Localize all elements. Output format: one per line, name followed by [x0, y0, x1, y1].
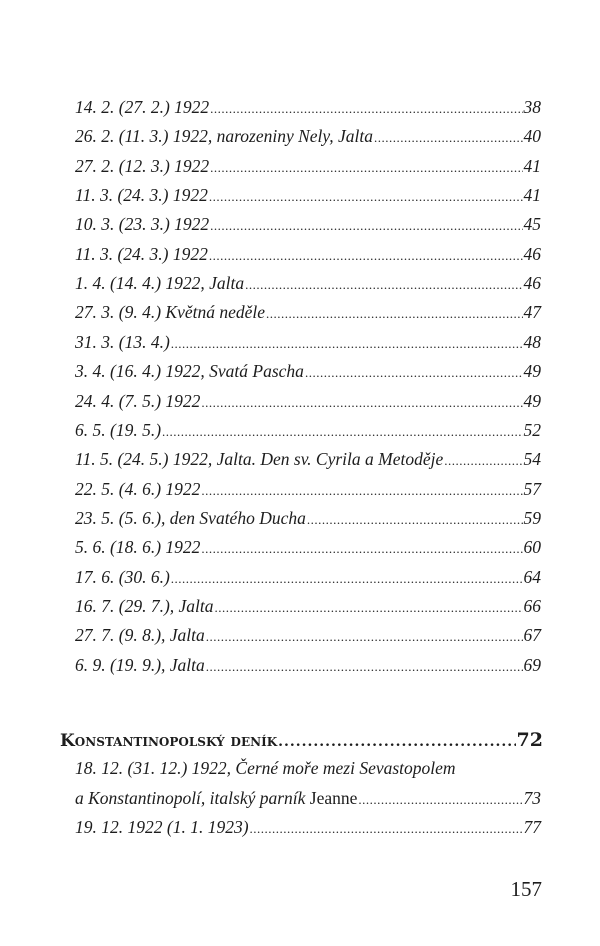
- entry-title: 27. 3. (9. 4.) Květná neděle: [75, 302, 266, 323]
- toc-entry: [75, 360, 541, 384]
- toc-entry: [75, 654, 541, 678]
- entry-page: 46: [523, 273, 541, 294]
- toc-entry: [75, 331, 541, 355]
- dot-leader: [210, 155, 522, 179]
- dot-leader: [210, 96, 522, 120]
- entry-title: 10. 3. (23. 3.) 1922: [75, 214, 210, 235]
- entry-title: 3. 4. (16. 4.) 1922, Svatá Pascha: [75, 361, 304, 382]
- entry-title: 11. 5. (24. 5.) 1922, Jalta. Den sv. Cyrila a Metoděje: [75, 449, 444, 470]
- dot-leader: [171, 331, 523, 355]
- section-page: 72: [516, 729, 543, 751]
- entry-page: 49: [523, 361, 541, 382]
- toc-entry: [75, 448, 541, 472]
- dot-leader: [171, 566, 523, 590]
- entry-page: 54: [523, 449, 541, 470]
- toc-entry: [75, 213, 541, 237]
- page-number: 157: [510, 877, 542, 901]
- dot-leader: [358, 787, 522, 811]
- dot-leader: [266, 301, 522, 325]
- entry-title: 17. 6. (30. 6.): [75, 566, 170, 587]
- entry-page: 59: [523, 507, 541, 528]
- dot-leader: [210, 213, 522, 237]
- entry-page: 46: [523, 243, 541, 264]
- toc-entry: [75, 816, 541, 840]
- entry-title: 6. 9. (19. 9.), Jalta: [75, 654, 205, 675]
- entry-page: 73: [523, 788, 541, 808]
- section-heading: [60, 729, 543, 751]
- entry-line-1: 18. 12. (31. 12.) 1922, Černé moře mezi Sevastopolem: [75, 758, 456, 778]
- entry-title: 26. 2. (11. 3.) 1922, narozeniny Nely, Jalta: [75, 126, 373, 147]
- entry-page: 41: [523, 185, 541, 206]
- toc-entry: [75, 536, 541, 560]
- dot-leader: [305, 360, 523, 384]
- dot-leader: [209, 243, 523, 267]
- toc-entry: [75, 184, 541, 208]
- section-title: Konstantinopolský deník: [60, 731, 278, 751]
- entry-title: 1. 4. (14. 4.) 1922, Jalta: [75, 273, 245, 294]
- entry-page: 38: [523, 97, 541, 117]
- entry-title: 5. 6. (18. 6.) 1922: [75, 537, 201, 558]
- toc-entry-multiline: [75, 757, 541, 811]
- toc-entry: [75, 96, 541, 120]
- entry-title: 19. 12. 1922 (1. 1. 1923): [75, 817, 249, 837]
- entry-title: 16. 7. (29. 7.), Jalta: [75, 595, 214, 616]
- entry-page: 49: [523, 390, 541, 411]
- dot-leader: [209, 184, 523, 208]
- toc-entry: [75, 301, 541, 325]
- dot-leader: [201, 536, 522, 560]
- dot-leader: [250, 816, 523, 840]
- entry-page: 48: [523, 331, 541, 352]
- entry-page: 41: [523, 155, 541, 176]
- entry-title: 23. 5. (5. 6.), den Svatého Ducha: [75, 507, 306, 528]
- entry-title: 11. 3. (24. 3.) 1922: [75, 185, 208, 206]
- entry-page: 69: [523, 654, 541, 675]
- entry-title: 24. 4. (7. 5.) 1922: [75, 390, 201, 411]
- toc-entry: [75, 243, 541, 267]
- entry-page: 64: [523, 566, 541, 587]
- dot-leader: [206, 624, 523, 648]
- dot-leader: [162, 419, 522, 443]
- dot-leader: [201, 390, 522, 414]
- entry-page: 60: [523, 537, 541, 558]
- dot-leader: [374, 125, 523, 149]
- toc-entry: [75, 125, 541, 149]
- entry-page: 52: [523, 419, 541, 440]
- toc-entry: [75, 478, 541, 502]
- entry-title: 11. 3. (24. 3.) 1922: [75, 243, 208, 264]
- entry-title: 6. 5. (19. 5.): [75, 419, 162, 440]
- entry-page: 47: [523, 302, 541, 323]
- toc-entry: [75, 155, 541, 179]
- dot-leader: [278, 731, 515, 751]
- toc-entry: [75, 390, 541, 414]
- entry-page: 40: [523, 126, 541, 147]
- toc-entry: [75, 419, 541, 443]
- dot-leader: [215, 595, 523, 619]
- entry-page: 57: [523, 478, 541, 499]
- dot-leader: [444, 448, 522, 472]
- dot-leader: [307, 507, 523, 531]
- dot-leader: [201, 478, 522, 502]
- toc-entry: [75, 507, 541, 531]
- entry-title: 22. 5. (4. 6.) 1922: [75, 478, 201, 499]
- dot-leader: [206, 654, 523, 678]
- entry-title: 27. 2. (12. 3.) 1922: [75, 155, 210, 176]
- toc-entry: [75, 595, 541, 619]
- entry-line-2: a Konstantinopolí, italský parník: [75, 788, 306, 808]
- toc-entry: [75, 566, 541, 590]
- ship-name: Jeanne: [309, 788, 358, 808]
- entry-title: 27. 7. (9. 8.), Jalta: [75, 625, 205, 646]
- entry-page: 45: [523, 214, 541, 235]
- entry-page: 67: [523, 625, 541, 646]
- entry-title: 31. 3. (13. 4.): [75, 331, 170, 352]
- toc-entry: [75, 624, 541, 648]
- dot-leader: [245, 272, 522, 296]
- entry-page: 77: [523, 817, 541, 837]
- entry-title: 14. 2. (27. 2.) 1922: [75, 97, 210, 117]
- entry-page: 66: [523, 595, 541, 616]
- toc-entry: [75, 272, 541, 296]
